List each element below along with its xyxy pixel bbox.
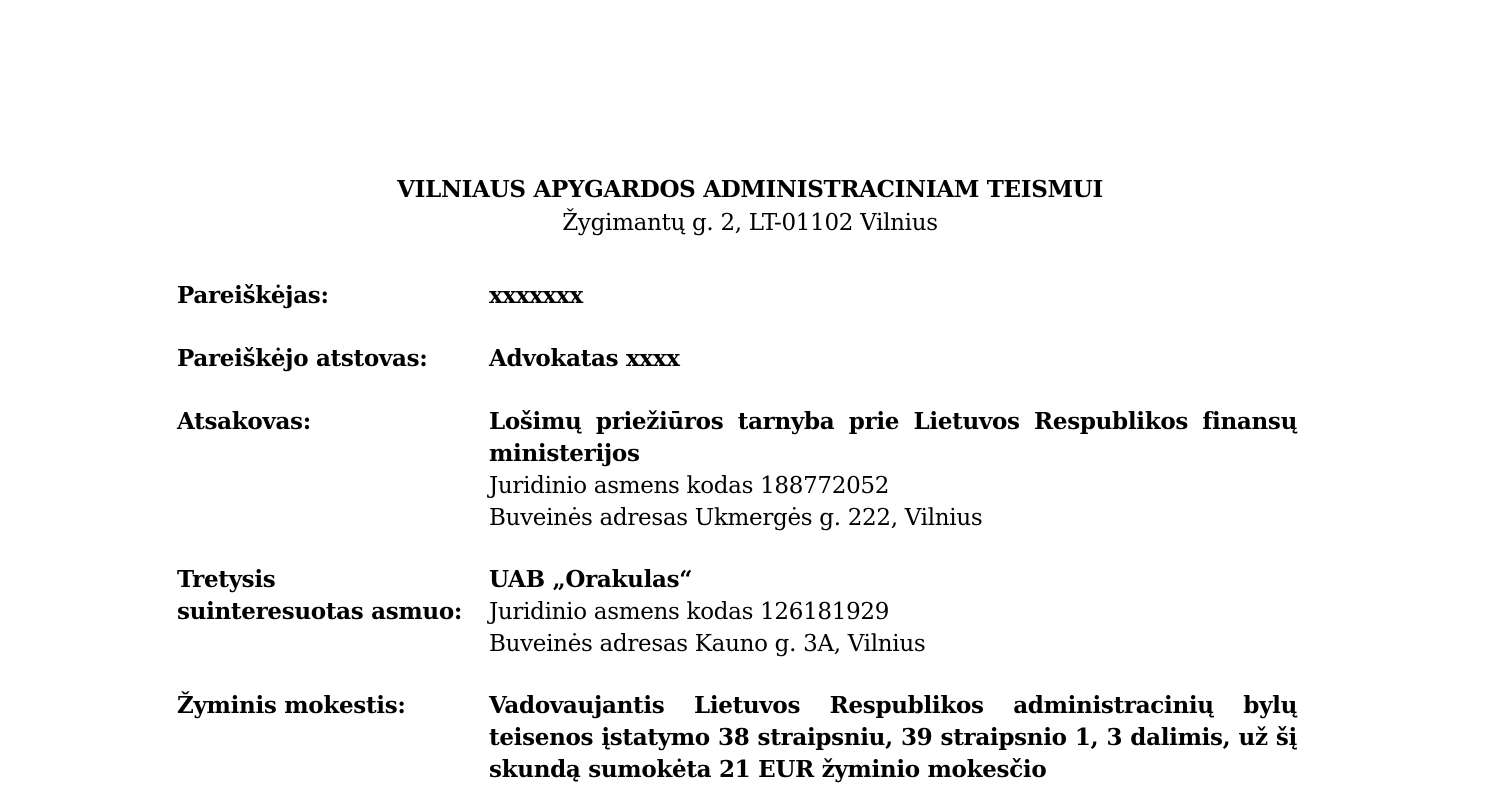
defendant-name: Lošimų priežiūros tarnyba prie Lietuvos Respublikos finansų ministerijos [489, 408, 1297, 467]
third-party-code: Juridinio asmens kodas 126181929 [489, 599, 890, 625]
defendant-address: Buveinės adresas Ukmergės g. 222, Vilnius [489, 505, 983, 531]
stamp-duty-label: Žyminis mokestis: [177, 692, 406, 719]
third-party-address: Buveinės adresas Kauno g. 3A, Vilnius [489, 631, 926, 657]
court-name: VILNIAUS APYGARDOS ADMINISTRACINIAM TEISMUI [397, 176, 1103, 203]
applicant-name: xxxxxxx [489, 282, 583, 309]
third-party-name: UAB „Orakulas“ [489, 566, 693, 593]
defendant-code: Juridinio asmens kodas 188772052 [489, 473, 890, 499]
representative-row [177, 343, 1297, 375]
applicant-row [177, 280, 1297, 312]
defendant-row [177, 406, 1297, 534]
stamp-duty-row [177, 690, 1297, 786]
applicant-label: Pareiškėjas: [177, 282, 329, 309]
stamp-duty-text: Vadovaujantis Lietuvos Respublikos administracinių bylų teisenos įstatymo 38 straipsniu, 39 straipsnio 1, 3 dalimis, už šį skundą sumokėta 21 EUR žyminio mokesčio [489, 692, 1297, 783]
third-party-row [177, 564, 1297, 660]
representative-label: Pareiškėjo atstovas: [177, 345, 428, 372]
third-party-label-line2: suinteresuotas asmuo: [177, 598, 463, 625]
third-party-label-line1: Tretysis [177, 566, 276, 593]
representative-name: Advokatas xxxx [489, 345, 680, 372]
court-address: Žygimantų g. 2, LT-01102 Vilnius [562, 210, 938, 236]
defendant-label: Atsakovas: [177, 408, 311, 435]
